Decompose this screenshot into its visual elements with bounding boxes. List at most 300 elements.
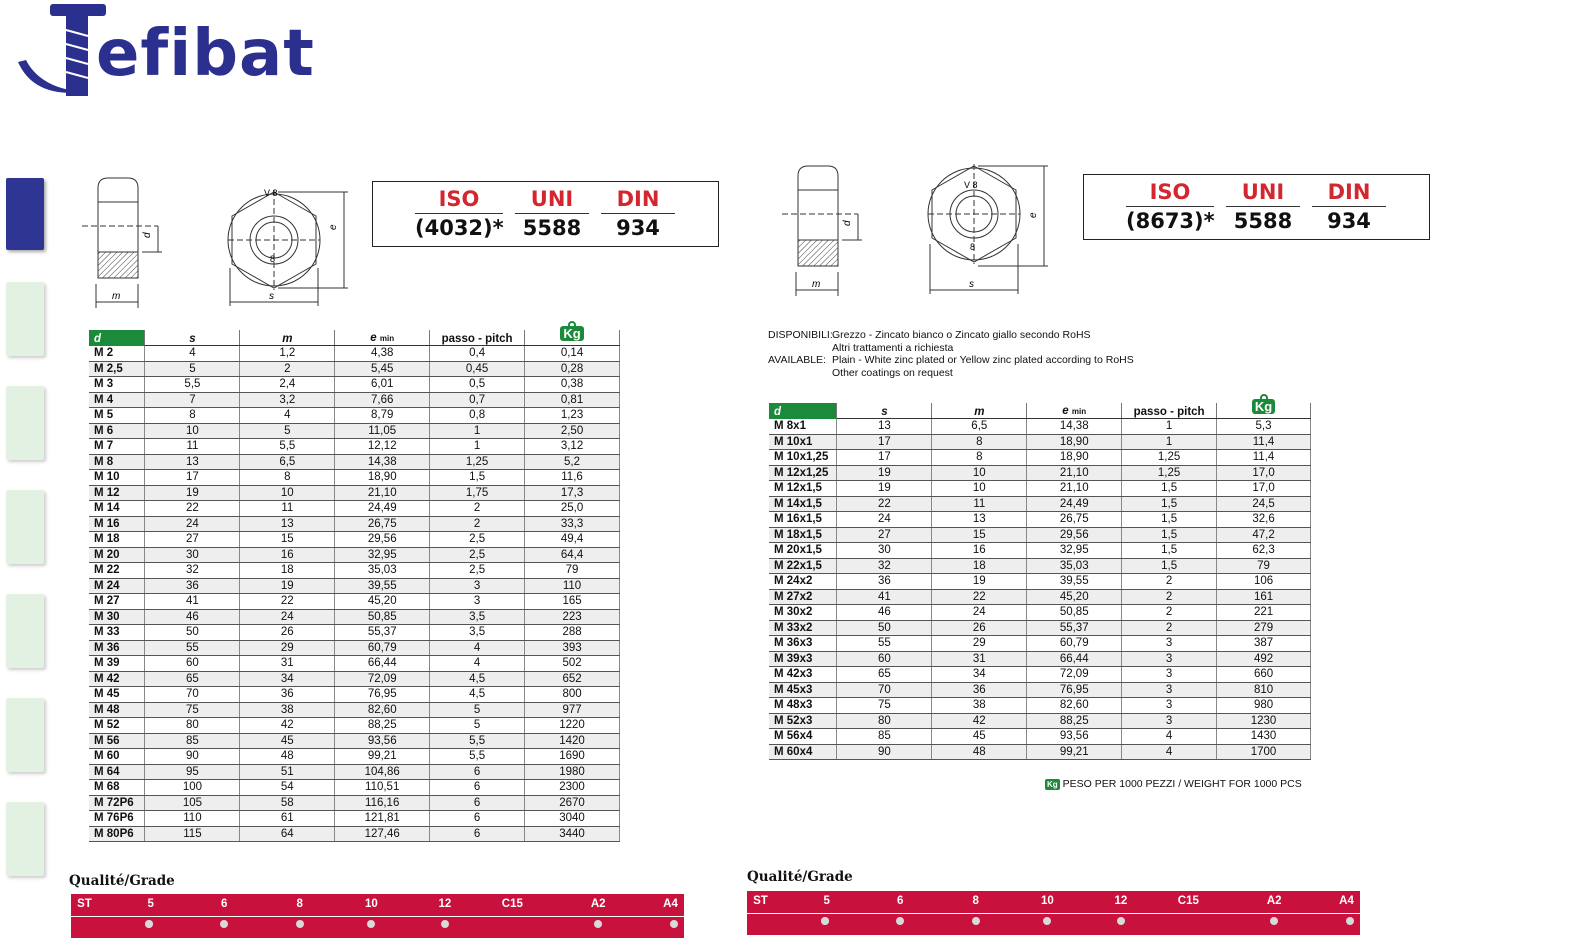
cell-weight: 810 (1217, 682, 1311, 698)
cell-e: 121,81 (335, 811, 430, 827)
cell-e: 24,49 (335, 501, 430, 517)
cell-e: 110,51 (335, 780, 430, 796)
table-row (89, 780, 620, 796)
cell-d: M 27 (89, 594, 145, 610)
cell-e: 26,75 (335, 516, 430, 532)
grade-available-dot (220, 920, 228, 928)
cell-weight: 17,0 (1217, 481, 1311, 497)
cell-d: M 2 (89, 346, 145, 362)
cell-d: M 5 (89, 408, 145, 424)
cell-d: M 39x3 (769, 651, 837, 667)
cell-s: 105 (145, 795, 240, 811)
grade-label: 6 (897, 895, 904, 907)
cell-e: 60,79 (335, 640, 430, 656)
table-row (89, 795, 620, 811)
grade-available-dot (670, 920, 678, 928)
table-row (89, 547, 620, 563)
col-pitch-header: passo - pitch (1122, 403, 1217, 419)
cell-pitch: 3 (1122, 698, 1217, 714)
cell-m: 34 (932, 667, 1027, 683)
cell-m: 18 (932, 558, 1027, 574)
sidebar-tab-5[interactable] (6, 594, 44, 668)
cell-s: 70 (145, 687, 240, 703)
table-row (89, 408, 620, 424)
sidebar-tab-7[interactable] (6, 802, 44, 876)
cell-d: M 45x3 (769, 682, 837, 698)
left-grade-title: Qualité/Grade (69, 873, 175, 889)
cell-s: 75 (145, 702, 240, 718)
table-row (769, 481, 1311, 497)
table-row (769, 558, 1311, 574)
cell-d: M 60x4 (769, 744, 837, 760)
cell-m: 42 (240, 718, 335, 734)
cell-s: 75 (837, 698, 932, 714)
cell-e: 6,01 (335, 377, 430, 393)
cell-pitch: 2 (1122, 574, 1217, 590)
cell-pitch: 4 (1122, 744, 1217, 760)
col-m-header: m (240, 330, 335, 346)
cell-s: 32 (837, 558, 932, 574)
grade-label: A4 (663, 898, 678, 910)
cell-m: 51 (240, 764, 335, 780)
cell-e: 76,95 (1027, 682, 1122, 698)
cell-s: 46 (145, 609, 240, 625)
cell-pitch: 1,25 (430, 454, 525, 470)
cell-s: 80 (837, 713, 932, 729)
cell-e: 50,85 (1027, 605, 1122, 621)
right-nut-drawing (778, 160, 1058, 300)
sidebar-tab-3[interactable] (6, 386, 44, 460)
cell-weight: 3440 (525, 826, 620, 842)
cell-m: 61 (240, 811, 335, 827)
cell-weight: 5,2 (525, 454, 620, 470)
table-row (769, 605, 1311, 621)
brand-name: efibat (96, 17, 315, 91)
table-row (769, 419, 1311, 435)
grade-available-dot (296, 920, 304, 928)
cell-s: 115 (145, 826, 240, 842)
table-row (89, 811, 620, 827)
right-std-uni: UNI 5588 (1226, 180, 1300, 233)
cell-e: 8,79 (335, 408, 430, 424)
cell-pitch: 2,5 (430, 547, 525, 563)
cell-d: M 56 (89, 733, 145, 749)
cell-s: 95 (145, 764, 240, 780)
cell-weight: 1420 (525, 733, 620, 749)
cell-weight: 5,3 (1217, 419, 1311, 435)
cell-d: M 56x4 (769, 729, 837, 745)
cell-m: 6,5 (932, 419, 1027, 435)
mark-top-label: V 8 (964, 180, 978, 190)
dim-d-label: d (842, 220, 853, 226)
cell-m: 34 (240, 671, 335, 687)
cell-weight: 17,3 (525, 485, 620, 501)
cell-s: 10 (145, 423, 240, 439)
cell-pitch: 4,5 (430, 671, 525, 687)
cell-e: 39,55 (1027, 574, 1122, 590)
cell-pitch: 4 (430, 656, 525, 672)
mark-top-label: V 8 (264, 188, 278, 198)
cell-pitch: 5 (430, 702, 525, 718)
cell-d: M 36 (89, 640, 145, 656)
cell-d: M 30x2 (769, 605, 837, 621)
col-d-header: d (89, 330, 145, 346)
cell-e: 66,44 (335, 656, 430, 672)
cell-weight: 17,0 (1217, 465, 1311, 481)
cell-s: 24 (145, 516, 240, 532)
mark-bottom-label: 8 (970, 242, 976, 252)
grade-label: 12 (438, 898, 452, 910)
cell-m: 8 (932, 434, 1027, 450)
cell-weight: 49,4 (525, 532, 620, 548)
table-row (89, 718, 620, 734)
cell-s: 50 (145, 625, 240, 641)
cell-d: M 4 (89, 392, 145, 408)
cell-e: 88,25 (335, 718, 430, 734)
grade-label: ST (753, 895, 768, 907)
left-std-uni: UNI 5588 (515, 187, 589, 240)
sidebar-tab-2[interactable] (6, 282, 44, 356)
cell-s: 65 (837, 667, 932, 683)
table-row (89, 671, 620, 687)
grade-separator (747, 913, 1360, 914)
table-row (769, 651, 1311, 667)
cell-m: 8 (240, 470, 335, 486)
cell-d: M 60 (89, 749, 145, 765)
cell-weight: 502 (525, 656, 620, 672)
cell-s: 110 (145, 811, 240, 827)
cell-pitch: 0,45 (430, 361, 525, 377)
weight-note: Kg PESO PER 1000 PEZZI / WEIGHT FOR 1000 PCS (1047, 778, 1302, 790)
cell-pitch: 1,5 (430, 470, 525, 486)
cell-m: 22 (932, 589, 1027, 605)
cell-weight: 11,6 (525, 470, 620, 486)
cell-e: 18,90 (1027, 450, 1122, 466)
cell-weight: 11,4 (1217, 450, 1311, 466)
cell-pitch: 1,5 (1122, 481, 1217, 497)
left-std-iso: ISO (4032)* (415, 187, 504, 240)
cell-weight: 1690 (525, 749, 620, 765)
cell-e: 88,25 (1027, 713, 1122, 729)
cell-s: 27 (837, 527, 932, 543)
cell-pitch: 3 (430, 594, 525, 610)
cell-e: 5,45 (335, 361, 430, 377)
cell-weight: 288 (525, 625, 620, 641)
cell-e: 127,46 (335, 826, 430, 842)
cell-e: 29,56 (335, 532, 430, 548)
grade-label: 5 (147, 898, 154, 910)
cell-pitch: 3,5 (430, 609, 525, 625)
cell-s: 36 (145, 578, 240, 594)
cell-weight: 161 (1217, 589, 1311, 605)
cell-s: 19 (837, 465, 932, 481)
cell-pitch: 3 (1122, 682, 1217, 698)
sidebar-tab-4[interactable] (6, 490, 44, 564)
cell-pitch: 1,25 (1122, 465, 1217, 481)
cell-s: 65 (145, 671, 240, 687)
cell-s: 5 (145, 361, 240, 377)
cell-weight: 1430 (1217, 729, 1311, 745)
cell-e: 32,95 (1027, 543, 1122, 559)
cell-e: 11,05 (335, 423, 430, 439)
sidebar-tab-6[interactable] (6, 698, 44, 772)
cell-d: M 48x3 (769, 698, 837, 714)
cell-weight: 221 (1217, 605, 1311, 621)
cell-pitch: 5,5 (430, 733, 525, 749)
grade-available-dot (1270, 917, 1278, 925)
cell-d: M 30 (89, 609, 145, 625)
cell-m: 31 (932, 651, 1027, 667)
cell-m: 24 (932, 605, 1027, 621)
cell-d: M 7 (89, 439, 145, 455)
cell-weight: 106 (1217, 574, 1311, 590)
cell-weight: 1230 (1217, 713, 1311, 729)
brand-logo[interactable] (14, 0, 334, 100)
cell-e: 26,75 (1027, 512, 1122, 528)
cell-s: 41 (145, 594, 240, 610)
cell-d: M 14x1,5 (769, 496, 837, 512)
cell-e: 72,09 (335, 671, 430, 687)
cell-pitch: 2 (430, 516, 525, 532)
cell-e: 116,16 (335, 795, 430, 811)
cell-weight: 3,12 (525, 439, 620, 455)
cell-m: 42 (932, 713, 1027, 729)
cell-e: 45,20 (335, 594, 430, 610)
table-row (89, 439, 620, 455)
cell-s: 70 (837, 682, 932, 698)
table-row (89, 377, 620, 393)
cell-e: 55,37 (1027, 620, 1122, 636)
cell-s: 30 (837, 543, 932, 559)
cell-pitch: 3 (1122, 651, 1217, 667)
cell-pitch: 2 (1122, 605, 1217, 621)
cell-weight: 393 (525, 640, 620, 656)
cell-s: 27 (145, 532, 240, 548)
cell-pitch: 6 (430, 780, 525, 796)
cell-s: 17 (145, 470, 240, 486)
cell-weight: 2670 (525, 795, 620, 811)
cell-d: M 33x2 (769, 620, 837, 636)
cell-s: 90 (837, 744, 932, 760)
cell-e: 82,60 (335, 702, 430, 718)
cell-weight: 1220 (525, 718, 620, 734)
cell-s: 13 (145, 454, 240, 470)
cell-m: 13 (240, 516, 335, 532)
cell-s: 100 (145, 780, 240, 796)
right-spec-table (769, 399, 1311, 760)
cell-e: 60,79 (1027, 636, 1122, 652)
cell-s: 22 (145, 501, 240, 517)
grade-available-dot (1117, 917, 1125, 925)
cell-e: 14,38 (335, 454, 430, 470)
cell-m: 29 (240, 640, 335, 656)
cell-pitch: 5,5 (430, 749, 525, 765)
cell-pitch: 2 (1122, 620, 1217, 636)
grade-label: A2 (1266, 895, 1282, 907)
table-row (89, 423, 620, 439)
table-row (89, 826, 620, 842)
cell-weight: 1980 (525, 764, 620, 780)
cell-m: 10 (932, 465, 1027, 481)
grade-available-dot (972, 917, 980, 925)
grade-label: A2 (590, 898, 606, 910)
table-row (89, 532, 620, 548)
table-row (89, 764, 620, 780)
col-s-header: s (145, 330, 240, 346)
table-row (769, 698, 1311, 714)
grade-available-dot (1043, 917, 1051, 925)
left-standards-box (372, 181, 719, 247)
left-grade-bar (71, 894, 684, 938)
cell-d: M 6 (89, 423, 145, 439)
cell-d: M 42x3 (769, 667, 837, 683)
cell-weight: 0,28 (525, 361, 620, 377)
cell-e: 21,10 (1027, 481, 1122, 497)
cell-m: 45 (932, 729, 1027, 745)
cell-s: 85 (837, 729, 932, 745)
kg-mini-icon: Kg (1047, 779, 1058, 789)
table-row (89, 578, 620, 594)
cell-m: 36 (932, 682, 1027, 698)
left-nut-drawing (78, 172, 358, 312)
table-row (769, 729, 1311, 745)
table-header-row (89, 330, 620, 346)
grade-label: 8 (972, 895, 979, 907)
cell-s: 7 (145, 392, 240, 408)
cell-s: 55 (145, 640, 240, 656)
dim-s-label: s (269, 291, 274, 302)
kg-weight-icon: Kg (1252, 399, 1275, 414)
table-row (89, 609, 620, 625)
cell-e: 93,56 (335, 733, 430, 749)
table-row (769, 450, 1311, 466)
cell-weight: 2,50 (525, 423, 620, 439)
cell-e: 93,56 (1027, 729, 1122, 745)
cell-pitch: 2 (430, 501, 525, 517)
cell-pitch: 0,8 (430, 408, 525, 424)
cell-e: 21,10 (1027, 465, 1122, 481)
cell-m: 45 (240, 733, 335, 749)
cell-d: M 10x1,25 (769, 450, 837, 466)
cell-d: M 48 (89, 702, 145, 718)
cell-m: 24 (240, 609, 335, 625)
grade-label: ST (77, 898, 92, 910)
right-std-din: DIN 934 (1312, 180, 1386, 233)
cell-e: 99,21 (1027, 744, 1122, 760)
cell-e: 66,44 (1027, 651, 1122, 667)
cell-d: M 27x2 (769, 589, 837, 605)
col-weight-header (1217, 399, 1311, 419)
cell-weight: 11,4 (1217, 434, 1311, 450)
cell-weight: 492 (1217, 651, 1311, 667)
cell-pitch: 2,5 (430, 532, 525, 548)
cell-pitch: 1 (430, 439, 525, 455)
right-grade-title: Qualité/Grade (747, 869, 853, 885)
cell-d: M 22 (89, 563, 145, 579)
cell-d: M 52 (89, 718, 145, 734)
cell-d: M 68 (89, 780, 145, 796)
cell-pitch: 1 (1122, 419, 1217, 435)
table-row (769, 589, 1311, 605)
cell-m: 54 (240, 780, 335, 796)
cell-d: M 10x1 (769, 434, 837, 450)
cell-d: M 24 (89, 578, 145, 594)
col-pitch-header: passo - pitch (430, 330, 525, 346)
cell-s: 19 (145, 485, 240, 501)
table-row (89, 454, 620, 470)
cell-e: 76,95 (335, 687, 430, 703)
dim-d-label: d (142, 232, 153, 238)
cell-d: M 22x1,5 (769, 558, 837, 574)
table-row (769, 496, 1311, 512)
cell-s: 8 (145, 408, 240, 424)
cell-pitch: 2,5 (430, 563, 525, 579)
col-d-header: d (769, 403, 837, 419)
cell-m: 19 (240, 578, 335, 594)
dim-s-label: s (969, 279, 974, 290)
cell-pitch: 1,5 (1122, 512, 1217, 528)
cell-e: 35,03 (335, 563, 430, 579)
cell-e: 24,49 (1027, 496, 1122, 512)
sidebar-tab-1[interactable] (6, 178, 44, 250)
grade-available-dot (145, 920, 153, 928)
table-row (89, 702, 620, 718)
cell-e: 50,85 (335, 609, 430, 625)
cell-m: 5 (240, 423, 335, 439)
cell-m: 58 (240, 795, 335, 811)
cell-s: 19 (837, 481, 932, 497)
cell-s: 80 (145, 718, 240, 734)
cell-pitch: 0,5 (430, 377, 525, 393)
cell-m: 11 (932, 496, 1027, 512)
grade-available-dot (594, 920, 602, 928)
table-row (89, 361, 620, 377)
cell-pitch: 4 (1122, 729, 1217, 745)
cell-s: 17 (837, 450, 932, 466)
col-weight-header (525, 326, 620, 346)
cell-weight: 47,2 (1217, 527, 1311, 543)
table-row (89, 516, 620, 532)
cell-pitch: 3,5 (430, 625, 525, 641)
cell-m: 29 (932, 636, 1027, 652)
cell-pitch: 4 (430, 640, 525, 656)
cell-s: 60 (837, 651, 932, 667)
cell-e: 55,37 (335, 625, 430, 641)
cell-weight: 660 (1217, 667, 1311, 683)
cell-d: M 2,5 (89, 361, 145, 377)
cell-e: 39,55 (335, 578, 430, 594)
cell-weight: 62,3 (1217, 543, 1311, 559)
cell-weight: 32,6 (1217, 512, 1311, 528)
cell-m: 31 (240, 656, 335, 672)
cell-d: M 18 (89, 532, 145, 548)
cell-weight: 977 (525, 702, 620, 718)
grade-available-dot (367, 920, 375, 928)
cell-weight: 3040 (525, 811, 620, 827)
cell-e: 32,95 (335, 547, 430, 563)
cell-s: 17 (837, 434, 932, 450)
cell-s: 30 (145, 547, 240, 563)
col-s-header: s (837, 403, 932, 419)
cell-d: M 12x1,25 (769, 465, 837, 481)
cell-m: 22 (240, 594, 335, 610)
cell-s: 55 (837, 636, 932, 652)
cell-e: 72,09 (1027, 667, 1122, 683)
cell-m: 13 (932, 512, 1027, 528)
cell-s: 90 (145, 749, 240, 765)
cell-s: 22 (837, 496, 932, 512)
cell-d: M 24x2 (769, 574, 837, 590)
